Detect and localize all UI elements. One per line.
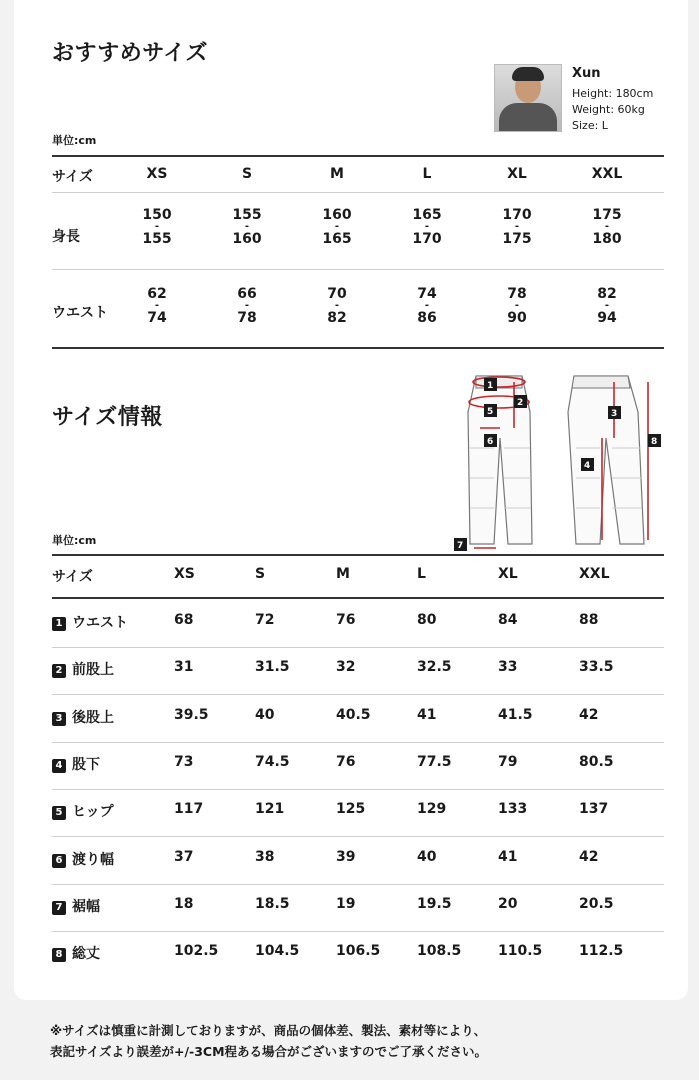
row-number-badge: 3 xyxy=(52,712,66,726)
model-height: Height: 180cm xyxy=(572,87,654,100)
cell-value: 18 xyxy=(174,895,194,912)
cell-value: 80 xyxy=(417,612,437,628)
cell-value: 33 xyxy=(498,659,518,676)
divider xyxy=(52,931,664,932)
diagram-marker-3: 3 xyxy=(611,409,618,419)
row-number-badge: 2 xyxy=(52,664,66,678)
divider xyxy=(52,155,664,157)
model-info xyxy=(572,66,653,134)
row-label xyxy=(52,801,114,821)
cell-value: 80.5 xyxy=(579,753,614,770)
model-weight: Weight: 60kg xyxy=(572,103,645,116)
size-col-xl: XL xyxy=(498,566,518,582)
pants-diagram xyxy=(434,368,664,554)
diagram-marker-6: 6 xyxy=(487,437,494,447)
row-label-text: 渡り幅 xyxy=(72,851,114,868)
cell-value: 32.5 xyxy=(417,659,452,676)
row-label xyxy=(52,612,128,632)
size-info-title: サイズ情報 xyxy=(52,405,163,430)
waist-label: ウエスト xyxy=(52,305,108,321)
cell-value: 37 xyxy=(174,848,194,865)
height-s: 155 - 160 xyxy=(232,207,262,247)
cell-value: 40 xyxy=(255,706,275,723)
cell-value: 38 xyxy=(255,848,275,865)
height-xl: 170 - 175 xyxy=(502,207,532,247)
row-label xyxy=(52,707,114,727)
cell-value: 40.5 xyxy=(336,706,371,723)
cell-value: 77.5 xyxy=(417,753,452,770)
size-header-label: サイズ xyxy=(52,169,93,185)
cell-value: 106.5 xyxy=(336,943,381,960)
waist-xl: 78 - 90 xyxy=(507,286,527,326)
row-number-badge: 1 xyxy=(52,617,66,631)
note-line-2: 表記サイズより誤差が+/-3CM程ある場合がございますのでご了承ください。 xyxy=(50,1044,488,1059)
height-l: 165 - 170 xyxy=(412,207,442,247)
unit-label: 単位:cm xyxy=(52,134,97,147)
waist-xs: 62 - 74 xyxy=(147,286,167,326)
row-number-badge: 6 xyxy=(52,854,66,868)
cell-value: 42 xyxy=(579,706,599,723)
size-col-s: S xyxy=(241,166,253,182)
size-col-xs: XS xyxy=(146,166,168,182)
size-col-xs: XS xyxy=(174,566,195,582)
row-number-badge: 8 xyxy=(52,948,66,962)
cell-value: 79 xyxy=(498,753,518,770)
divider xyxy=(52,647,664,648)
cell-value: 110.5 xyxy=(498,943,543,960)
row-number-badge: 4 xyxy=(52,759,66,773)
divider xyxy=(52,884,664,885)
cell-value: 68 xyxy=(174,612,194,628)
cell-value: 32 xyxy=(336,659,356,676)
size-col-m: M xyxy=(330,166,344,182)
model-size: Size: L xyxy=(572,119,608,132)
cell-value: 133 xyxy=(498,801,528,818)
cell-value: 40 xyxy=(417,848,437,865)
cell-value: 41 xyxy=(498,848,518,865)
divider xyxy=(52,836,664,837)
height-m: 160 - 165 xyxy=(322,207,352,247)
size-col-m: M xyxy=(336,566,350,582)
divider xyxy=(52,554,664,556)
diagram-marker-5: 5 xyxy=(487,407,494,417)
size-header-label: サイズ xyxy=(52,569,93,585)
row-label-text: 前股上 xyxy=(72,662,114,679)
cell-value: 121 xyxy=(255,801,285,818)
divider xyxy=(52,694,664,695)
size-col-xxl: XXL xyxy=(579,566,610,582)
row-label-text: ヒップ xyxy=(72,804,114,821)
cell-value: 102.5 xyxy=(174,943,219,960)
cell-value: 18.5 xyxy=(255,895,290,912)
divider xyxy=(52,347,664,349)
cell-value: 84 xyxy=(498,612,518,628)
row-number-badge: 5 xyxy=(52,806,66,820)
cell-value: 76 xyxy=(336,612,356,628)
height-xxl: 175 - 180 xyxy=(592,207,622,247)
cell-value: 41.5 xyxy=(498,706,533,723)
row-label-text: ウエスト xyxy=(72,615,128,631)
waist-m: 70 - 82 xyxy=(327,286,347,326)
height-label: 身長 xyxy=(52,229,80,245)
waist-s: 66 - 78 xyxy=(237,286,257,326)
cell-value: 41 xyxy=(417,706,437,723)
size-col-l: L xyxy=(417,566,426,582)
cell-value: 20 xyxy=(498,895,518,912)
cell-value: 31.5 xyxy=(255,659,290,676)
note-line-1: ※サイズは慎重に計測しておりますが、商品の個体差、製法、素材等により、 xyxy=(50,1023,487,1038)
model-name: Xun xyxy=(572,66,601,81)
cell-value: 76 xyxy=(336,753,356,770)
row-label xyxy=(52,754,100,774)
cell-value: 42 xyxy=(579,848,599,865)
unit-label: 単位:cm xyxy=(52,534,97,547)
row-label-text: 裾幅 xyxy=(72,898,100,915)
divider xyxy=(52,742,664,743)
cell-value: 117 xyxy=(174,801,204,818)
row-label xyxy=(52,659,114,679)
cell-value: 20.5 xyxy=(579,895,614,912)
cell-value: 31 xyxy=(174,659,194,676)
row-label-text: 総丈 xyxy=(72,946,100,963)
diagram-marker-8: 8 xyxy=(651,437,658,447)
size-guide-card xyxy=(14,0,688,1000)
cell-value: 72 xyxy=(255,612,275,628)
diagram-marker-4: 4 xyxy=(584,461,591,471)
cell-value: 129 xyxy=(417,801,447,818)
cell-value: 19 xyxy=(336,895,356,912)
row-label-text: 股下 xyxy=(72,756,100,773)
cell-value: 73 xyxy=(174,753,194,770)
diagram-marker-2: 2 xyxy=(517,398,524,408)
cell-value: 33.5 xyxy=(579,659,614,676)
disclaimer-note xyxy=(50,1020,487,1062)
diagram-marker-1: 1 xyxy=(487,381,494,391)
cell-value: 74.5 xyxy=(255,753,290,770)
cell-value: 104.5 xyxy=(255,943,300,960)
cell-value: 39 xyxy=(336,848,356,865)
row-label xyxy=(52,896,100,916)
size-col-xxl: XXL xyxy=(591,166,623,182)
cell-value: 112.5 xyxy=(579,943,624,960)
divider xyxy=(52,192,664,193)
cell-value: 19.5 xyxy=(417,895,452,912)
divider xyxy=(52,597,664,599)
row-label xyxy=(52,849,114,869)
row-number-badge: 7 xyxy=(52,901,66,915)
size-col-l: L xyxy=(422,166,432,182)
recommended-size-title: おすすめサイズ xyxy=(52,41,208,66)
cell-value: 125 xyxy=(336,801,366,818)
diagram-marker-7: 7 xyxy=(457,541,464,551)
model-photo xyxy=(494,64,562,132)
cell-value: 39.5 xyxy=(174,706,209,723)
size-col-s: S xyxy=(255,566,266,582)
waist-xxl: 82 - 94 xyxy=(597,286,617,326)
height-xs: 150 - 155 xyxy=(142,207,172,247)
waist-l: 74 - 86 xyxy=(417,286,437,326)
row-label-text: 後股上 xyxy=(72,709,114,726)
cell-value: 108.5 xyxy=(417,943,462,960)
cell-value: 88 xyxy=(579,612,599,628)
size-col-xl: XL xyxy=(507,166,527,182)
divider xyxy=(52,269,664,270)
cell-value: 137 xyxy=(579,801,609,818)
row-label xyxy=(52,943,100,963)
divider xyxy=(52,789,664,790)
